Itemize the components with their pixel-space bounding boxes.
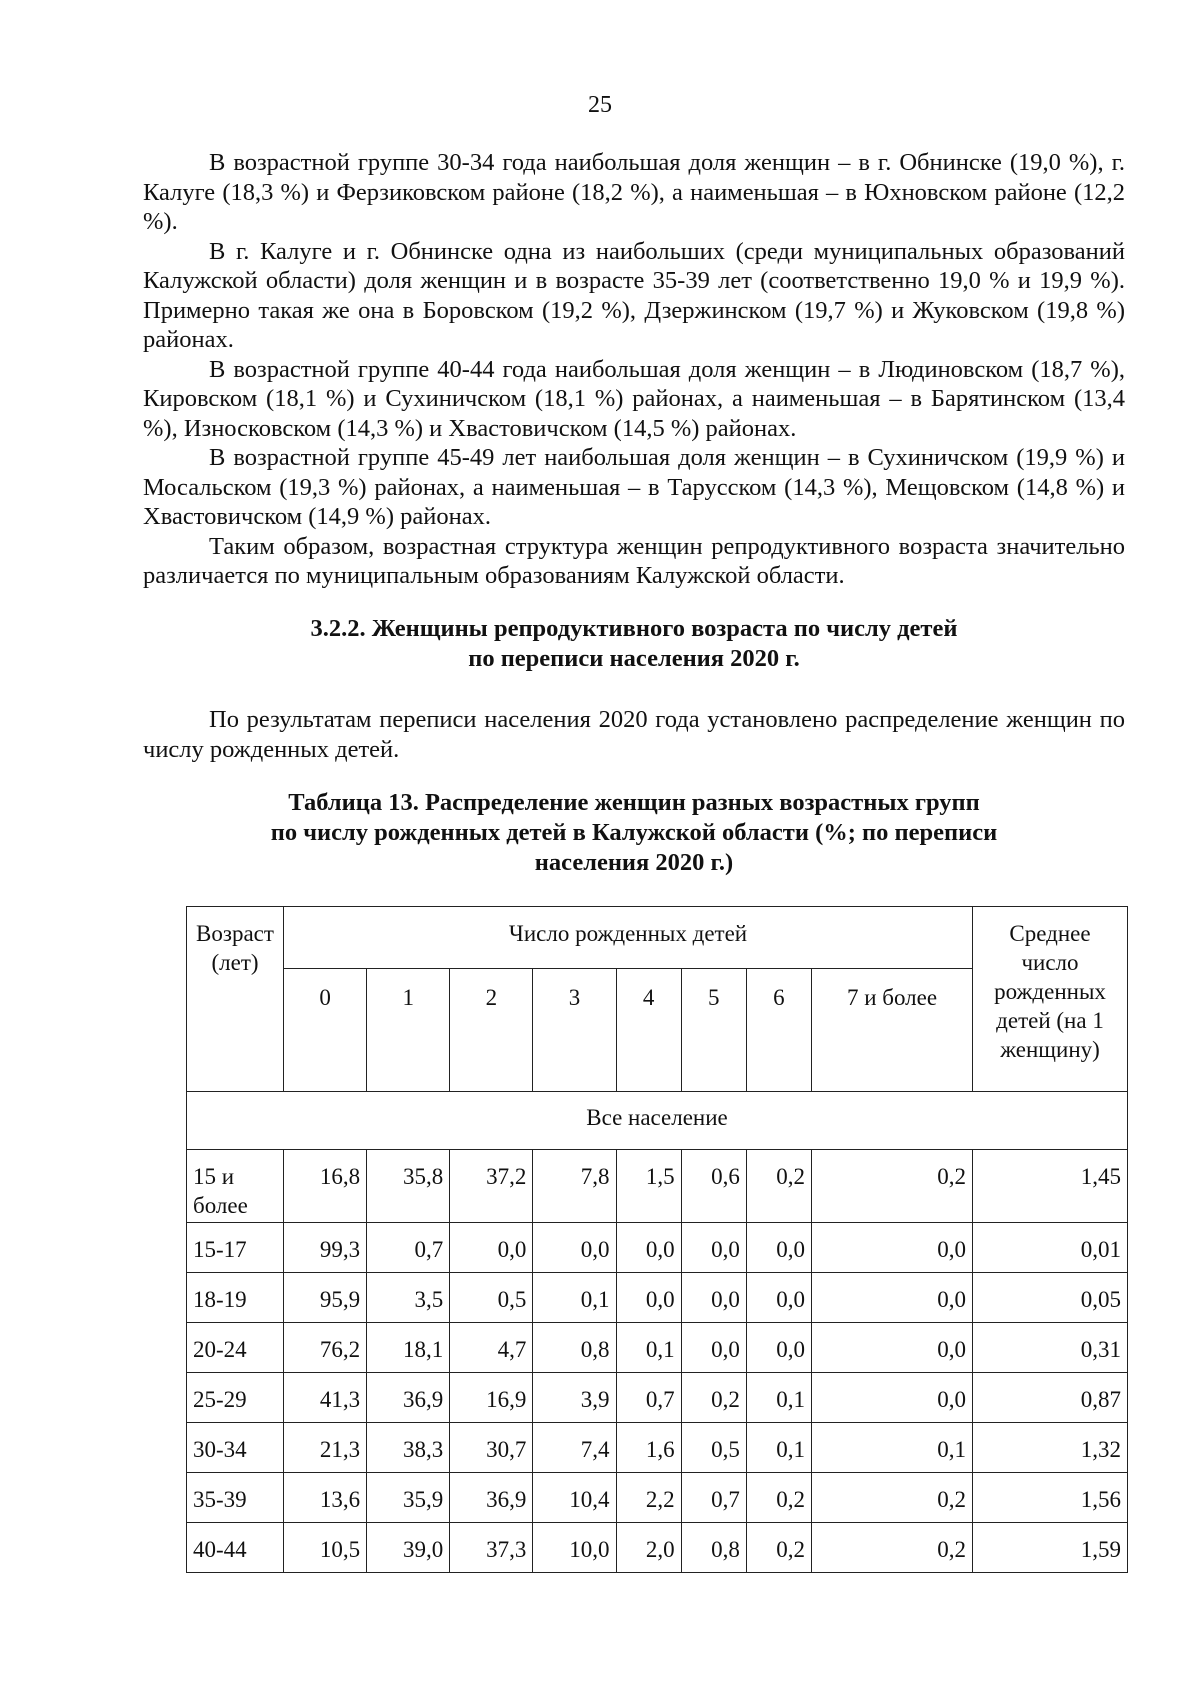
table-caption-line: Таблица 13. Распределение женщин разных возрастных групп: [288, 789, 980, 816]
table-row: [187, 1150, 1128, 1223]
cell-mean: 0,01: [973, 1223, 1128, 1273]
cell-value: 2,2: [616, 1473, 681, 1523]
section-heading-line: 3.2.2. Женщины репродуктивного возраста по числу детей: [310, 615, 958, 642]
cell-value: 18,1: [367, 1323, 450, 1373]
cell-age: 35-39: [187, 1473, 284, 1523]
cell-value: 10,5: [284, 1523, 367, 1573]
cell-value: 95,9: [284, 1273, 367, 1323]
cell-value: 1,6: [616, 1423, 681, 1473]
cell-mean: 0,31: [973, 1323, 1128, 1373]
paragraph: В возрастной группе 40-44 года наибольшая доля женщин – в Людиновском (18,7 %), Кировском (18,1 %) и Сухиничском (18,1 %) районах, а наименьшая – в Барятинском (13,4 %), Износковском (14,3 %) и Хвастовичском (14,5 %) районах.: [143, 355, 1125, 442]
cell-value: 3,5: [367, 1273, 450, 1323]
cell-value: 0,2: [812, 1150, 973, 1223]
cell-value: 0,0: [616, 1273, 681, 1323]
cell-value: 0,2: [746, 1150, 811, 1223]
cell-value: 0,0: [812, 1323, 973, 1373]
cell-value: 0,0: [533, 1223, 616, 1273]
cell-value: 41,3: [284, 1373, 367, 1423]
cell-age: 18-19: [187, 1273, 284, 1323]
intro-text: [143, 705, 1125, 765]
cell-value: 0,2: [681, 1373, 746, 1423]
cell-value: 39,0: [367, 1523, 450, 1573]
cell-value: 37,3: [450, 1523, 533, 1573]
table-row: [187, 1223, 1128, 1273]
table-row: [187, 1523, 1128, 1573]
header-age: Возраст (лет): [187, 907, 284, 1092]
section-label: Все население: [187, 1092, 1128, 1150]
cell-value: 30,7: [450, 1423, 533, 1473]
paragraph: Таким образом, возрастная структура женщин репродуктивного возраста значительно различается по муниципальным образованиям Калужской области.: [143, 532, 1125, 589]
header-mean-children: Среднее число рожденных детей (на 1 женщину): [973, 907, 1128, 1092]
table-caption-line: населения 2020 г.): [534, 849, 734, 876]
cell-value: 0,0: [681, 1273, 746, 1323]
cell-value: 0,6: [681, 1150, 746, 1223]
cell-value: 7,4: [533, 1423, 616, 1473]
cell-value: 0,5: [681, 1423, 746, 1473]
cell-value: 0,0: [746, 1273, 811, 1323]
cell-value: 0,0: [812, 1273, 973, 1323]
cell-value: 1,5: [616, 1150, 681, 1223]
cell-value: 0,7: [367, 1223, 450, 1273]
header-children-count: Число рожденных детей: [284, 907, 973, 969]
cell-value: 0,1: [746, 1373, 811, 1423]
paragraph: В возрастной группе 30-34 года наибольшая доля женщин – в г. Обнинске (19,0 %), г. Калуге (18,3 %) и Ферзиковском районе (18,2 %), а наименьшая – в Юхновском районе (12,2 %).: [143, 149, 1125, 235]
header-col-6: 6: [746, 969, 811, 1092]
table-row: [187, 1273, 1128, 1323]
cell-value: 36,9: [450, 1473, 533, 1523]
cell-value: 0,0: [812, 1223, 973, 1273]
cell-value: 76,2: [284, 1323, 367, 1373]
body-text: [143, 148, 1125, 591]
cell-value: 2,0: [616, 1523, 681, 1573]
cell-age: 30-34: [187, 1423, 284, 1473]
cell-value: 0,2: [812, 1523, 973, 1573]
cell-value: 0,1: [533, 1273, 616, 1323]
cell-value: 37,2: [450, 1150, 533, 1223]
cell-value: 0,1: [812, 1423, 973, 1473]
paragraph: В г. Калуге и г. Обнинске одна из наибольших (среди муниципальных образований Калужской области) доля женщин и в возрасте 35-39 лет (соответственно 19,0 % и 19,9 %). Примерно такая же она в Боровском (19,2 %), Дзержинском (19,7 %) и Жуковском (19,8 %) районах.: [143, 237, 1125, 353]
table-caption: [243, 788, 1025, 878]
cell-age: 15-17: [187, 1223, 284, 1273]
cell-mean: 1,56: [973, 1473, 1128, 1523]
cell-value: 0,2: [812, 1473, 973, 1523]
cell-value: 0,1: [746, 1423, 811, 1473]
header-col-2: 2: [450, 969, 533, 1092]
cell-value: 0,8: [533, 1323, 616, 1373]
cell-value: 0,7: [681, 1473, 746, 1523]
cell-value: 35,9: [367, 1473, 450, 1523]
cell-value: 7,8: [533, 1150, 616, 1223]
cell-value: 38,3: [367, 1423, 450, 1473]
cell-mean: 1,45: [973, 1150, 1128, 1223]
cell-value: 36,9: [367, 1373, 450, 1423]
cell-mean: 0,87: [973, 1373, 1128, 1423]
cell-value: 0,2: [746, 1523, 811, 1573]
cell-value: 0,0: [746, 1223, 811, 1273]
cell-value: 16,8: [284, 1150, 367, 1223]
page-number: 25: [588, 92, 612, 118]
cell-mean: 1,32: [973, 1423, 1128, 1473]
cell-mean: 1,59: [973, 1523, 1128, 1573]
cell-value: 0,2: [746, 1473, 811, 1523]
table-row: [187, 1423, 1128, 1473]
cell-age: 40-44: [187, 1523, 284, 1573]
section-heading: [143, 614, 1125, 674]
cell-value: 4,7: [450, 1323, 533, 1373]
cell-age: 15 и более: [187, 1150, 284, 1223]
cell-value: 21,3: [284, 1423, 367, 1473]
table-caption-line: по числу рожденных детей в Калужской области (%; по переписи: [270, 819, 998, 846]
cell-value: 99,3: [284, 1223, 367, 1273]
cell-value: 0,0: [746, 1323, 811, 1373]
cell-value: 0,0: [681, 1223, 746, 1273]
cell-value: 0,1: [616, 1323, 681, 1373]
paragraph: В возрастной группе 45-49 лет наибольшая доля женщин – в Сухиничском (19,9 %) и Мосальском (19,3 %) районах, а наименьшая – в Тарусском (14,3 %), Мещовском (14,8 %) и Хвастовичском (14,9 %) районах.: [143, 444, 1125, 530]
table-row: [187, 1323, 1128, 1373]
cell-value: 35,8: [367, 1150, 450, 1223]
cell-value: 16,9: [450, 1373, 533, 1423]
children-distribution-table: [186, 906, 1128, 1573]
cell-age: 20-24: [187, 1323, 284, 1373]
header-col-5: 5: [681, 969, 746, 1092]
cell-value: 0,0: [681, 1323, 746, 1373]
header-col-3: 3: [533, 969, 616, 1092]
header-col-7plus: 7 и более: [812, 969, 973, 1092]
cell-value: 0,0: [616, 1223, 681, 1273]
header-col-1: 1: [367, 969, 450, 1092]
cell-value: 0,7: [616, 1373, 681, 1423]
section-heading-line: по переписи населения 2020 г.: [468, 645, 800, 672]
cell-value: 0,0: [812, 1373, 973, 1423]
header-col-0: 0: [284, 969, 367, 1092]
cell-value: 10,4: [533, 1473, 616, 1523]
table-row: [187, 1373, 1128, 1423]
cell-value: 0,5: [450, 1273, 533, 1323]
cell-value: 10,0: [533, 1523, 616, 1573]
cell-value: 0,8: [681, 1523, 746, 1573]
cell-value: 0,0: [450, 1223, 533, 1273]
cell-age: 25-29: [187, 1373, 284, 1423]
cell-value: 3,9: [533, 1373, 616, 1423]
cell-mean: 0,05: [973, 1273, 1128, 1323]
paragraph: По результатам переписи населения 2020 года установлено распределение женщин по числу рожденных детей.: [143, 706, 1125, 763]
table-row: [187, 1473, 1128, 1523]
header-col-4: 4: [616, 969, 681, 1092]
cell-value: 13,6: [284, 1473, 367, 1523]
